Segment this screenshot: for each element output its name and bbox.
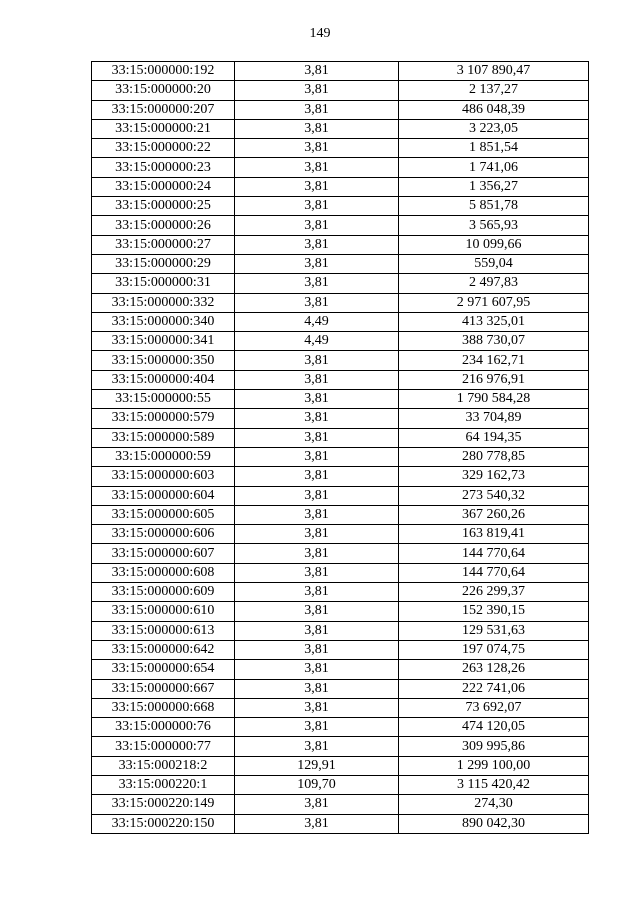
cadastral-number-cell: 33:15:000000:340 [92,312,235,331]
cadastral-number-cell: 33:15:000000:668 [92,698,235,717]
cadastral-number-cell: 33:15:000000:350 [92,351,235,370]
cadastral-number-cell: 33:15:000000:207 [92,100,235,119]
table-row [92,119,589,138]
table-row [92,467,589,486]
table-row [92,100,589,119]
amount-cell: 1 299 100,00 [399,756,589,775]
rate-cell: 3,81 [235,293,399,312]
amount-cell: 1 851,54 [399,139,589,158]
cadastral-number-cell: 33:15:000000:609 [92,583,235,602]
rate-cell: 3,81 [235,216,399,235]
amount-cell: 3 115 420,42 [399,775,589,794]
amount-cell: 274,30 [399,795,589,814]
rate-cell: 129,91 [235,756,399,775]
table-row [92,660,589,679]
table-row [92,293,589,312]
amount-cell: 388 730,07 [399,332,589,351]
rate-cell: 3,81 [235,737,399,756]
amount-cell: 559,04 [399,254,589,273]
amount-cell: 3 565,93 [399,216,589,235]
amount-cell: 129 531,63 [399,621,589,640]
cadastral-number-cell: 33:15:000000:55 [92,390,235,409]
cadastral-number-cell: 33:15:000000:608 [92,563,235,582]
table-row [92,505,589,524]
rate-cell: 3,81 [235,563,399,582]
cadastral-number-cell: 33:15:000000:20 [92,81,235,100]
rate-cell: 3,81 [235,602,399,621]
cadastral-number-cell: 33:15:000000:76 [92,718,235,737]
amount-cell: 263 128,26 [399,660,589,679]
rate-cell: 3,81 [235,390,399,409]
amount-cell: 163 819,41 [399,525,589,544]
rate-cell: 3,81 [235,81,399,100]
amount-cell: 367 260,26 [399,505,589,524]
cadastral-number-cell: 33:15:000220:1 [92,775,235,794]
cadastral-number-cell: 33:15:000000:654 [92,660,235,679]
cadastral-number-cell: 33:15:000000:404 [92,370,235,389]
table-row [92,486,589,505]
rate-cell: 109,70 [235,775,399,794]
rate-cell: 3,81 [235,100,399,119]
cadastral-number-cell: 33:15:000000:31 [92,274,235,293]
rate-cell: 3,81 [235,62,399,81]
amount-cell: 273 540,32 [399,486,589,505]
rate-cell: 3,81 [235,177,399,196]
table-row [92,312,589,331]
cadastral-number-cell: 33:15:000000:607 [92,544,235,563]
rate-cell: 3,81 [235,640,399,659]
cadastral-number-cell: 33:15:000000:613 [92,621,235,640]
amount-cell: 329 162,73 [399,467,589,486]
amount-cell: 474 120,05 [399,718,589,737]
amount-cell: 486 048,39 [399,100,589,119]
rate-cell: 3,81 [235,525,399,544]
cadastral-number-cell: 33:15:000000:23 [92,158,235,177]
amount-cell: 144 770,64 [399,544,589,563]
amount-cell: 5 851,78 [399,197,589,216]
table-row [92,737,589,756]
cadastral-number-cell: 33:15:000000:26 [92,216,235,235]
rate-cell: 3,81 [235,428,399,447]
rate-cell: 3,81 [235,505,399,524]
rate-cell: 3,81 [235,119,399,138]
cadastral-number-cell: 33:15:000000:604 [92,486,235,505]
amount-cell: 2 971 607,95 [399,293,589,312]
amount-cell: 144 770,64 [399,563,589,582]
rate-cell: 3,81 [235,679,399,698]
amount-cell: 73 692,07 [399,698,589,717]
table-row [92,81,589,100]
table-row [92,795,589,814]
table-row [92,216,589,235]
amount-cell: 33 704,89 [399,409,589,428]
amount-cell: 64 194,35 [399,428,589,447]
cadastral-number-cell: 33:15:000000:667 [92,679,235,698]
rate-cell: 3,81 [235,795,399,814]
rate-cell: 3,81 [235,621,399,640]
rate-cell: 4,49 [235,332,399,351]
table-row [92,197,589,216]
table-row [92,139,589,158]
cadastral-number-cell: 33:15:000000:21 [92,119,235,138]
page-number: 149 [309,26,331,41]
table-body [92,62,589,834]
rate-cell: 4,49 [235,312,399,331]
rate-cell: 3,81 [235,197,399,216]
table-row [92,525,589,544]
amount-cell: 216 976,91 [399,370,589,389]
cadastral-number-cell: 33:15:000000:579 [92,409,235,428]
table-row [92,177,589,196]
table-row [92,679,589,698]
rate-cell: 3,81 [235,583,399,602]
amount-cell: 1 356,27 [399,177,589,196]
amount-cell: 226 299,37 [399,583,589,602]
amount-cell: 152 390,15 [399,602,589,621]
cadastral-number-cell: 33:15:000000:77 [92,737,235,756]
amount-cell: 309 995,86 [399,737,589,756]
cadastral-number-cell: 33:15:000000:24 [92,177,235,196]
cadastral-number-cell: 33:15:000000:610 [92,602,235,621]
table-row [92,447,589,466]
table-row [92,390,589,409]
cadastral-number-cell: 33:15:000000:27 [92,235,235,254]
rate-cell: 3,81 [235,467,399,486]
table-row [92,775,589,794]
rate-cell: 3,81 [235,814,399,833]
cadastral-number-cell: 33:15:000000:22 [92,139,235,158]
rate-cell: 3,81 [235,370,399,389]
table-row [92,756,589,775]
cadastral-number-cell: 33:15:000220:149 [92,795,235,814]
rate-cell: 3,81 [235,698,399,717]
amount-cell: 280 778,85 [399,447,589,466]
amount-cell: 1 741,06 [399,158,589,177]
table-row [92,158,589,177]
data-table [91,61,589,834]
table-row [92,640,589,659]
table-row [92,235,589,254]
table-row [92,718,589,737]
table-row [92,62,589,81]
rate-cell: 3,81 [235,486,399,505]
table-row [92,409,589,428]
cadastral-number-cell: 33:15:000000:332 [92,293,235,312]
amount-cell: 890 042,30 [399,814,589,833]
amount-cell: 10 099,66 [399,235,589,254]
table-row [92,814,589,833]
cadastral-number-cell: 33:15:000000:29 [92,254,235,273]
amount-cell: 3 223,05 [399,119,589,138]
table-row [92,563,589,582]
cadastral-number-cell: 33:15:000000:192 [92,62,235,81]
table-row [92,351,589,370]
cadastral-number-cell: 33:15:000000:25 [92,197,235,216]
rate-cell: 3,81 [235,544,399,563]
cadastral-number-cell: 33:15:000000:642 [92,640,235,659]
cadastral-number-cell: 33:15:000000:341 [92,332,235,351]
cadastral-number-cell: 33:15:000000:603 [92,467,235,486]
rate-cell: 3,81 [235,274,399,293]
amount-cell: 234 162,71 [399,351,589,370]
cadastral-number-cell: 33:15:000218:2 [92,756,235,775]
rate-cell: 3,81 [235,158,399,177]
amount-cell: 1 790 584,28 [399,390,589,409]
rate-cell: 3,81 [235,235,399,254]
cadastral-number-cell: 33:15:000220:150 [92,814,235,833]
rate-cell: 3,81 [235,351,399,370]
amount-cell: 222 741,06 [399,679,589,698]
amount-cell: 2 497,83 [399,274,589,293]
rate-cell: 3,81 [235,660,399,679]
table-row [92,254,589,273]
table-row [92,332,589,351]
amount-cell: 3 107 890,47 [399,62,589,81]
cadastral-number-cell: 33:15:000000:589 [92,428,235,447]
table-row [92,370,589,389]
rate-cell: 3,81 [235,409,399,428]
cadastral-number-cell: 33:15:000000:606 [92,525,235,544]
rate-cell: 3,81 [235,447,399,466]
table-row [92,698,589,717]
amount-cell: 413 325,01 [399,312,589,331]
amount-cell: 197 074,75 [399,640,589,659]
rate-cell: 3,81 [235,254,399,273]
table-row [92,583,589,602]
cadastral-number-cell: 33:15:000000:605 [92,505,235,524]
table-row [92,428,589,447]
amount-cell: 2 137,27 [399,81,589,100]
cadastral-number-cell: 33:15:000000:59 [92,447,235,466]
rate-cell: 3,81 [235,718,399,737]
table-row [92,544,589,563]
table-row [92,621,589,640]
table-row [92,274,589,293]
rate-cell: 3,81 [235,139,399,158]
table-row [92,602,589,621]
